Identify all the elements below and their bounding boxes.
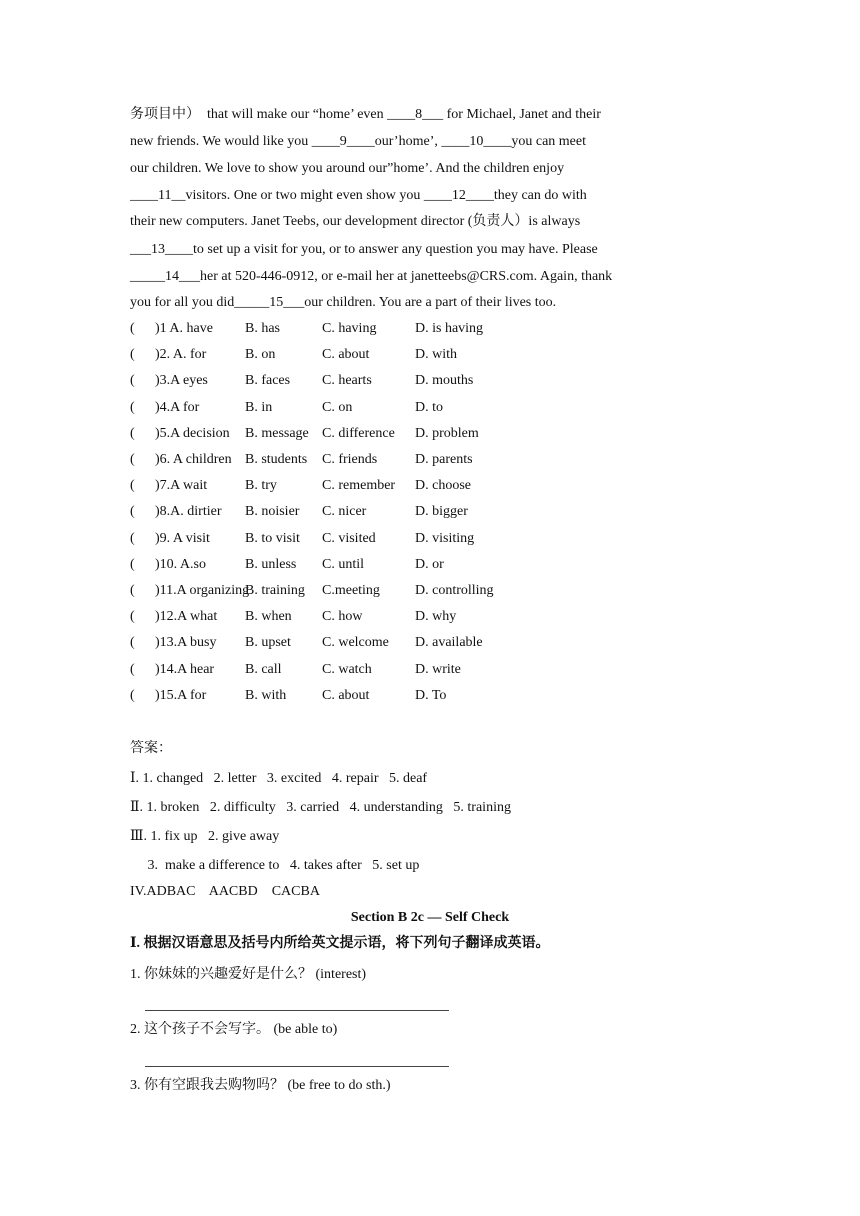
section-instruction: Ⅰ. 根据汉语意思及括号内所给英文提示语，将下列句子翻译成英语。 [130,936,550,951]
answer-bracket[interactable]: ( [130,687,135,703]
passage-line: ___13____to set up a visit for you, or to answer any question you may have. Please [130,242,598,257]
question-row [130,556,830,574]
question-row [130,687,830,705]
answer-bracket[interactable]: ( [130,530,135,546]
option-b: B. faces [245,373,291,389]
translation-item: 2. 这个孩子不会写字。 (be able to) [130,1022,338,1037]
option-b: B. when [245,609,292,625]
answer-bracket[interactable]: ( [130,347,135,363]
option-b: B. try [245,478,277,494]
option-d: D. parents [415,452,473,467]
option-b: B. noisier [245,504,300,520]
option-c: C. about [322,347,370,363]
answer-bracket[interactable]: ( [130,504,135,520]
option-c: C. remember [322,478,396,494]
option-c: C. difference [322,425,395,441]
answers-heading: 答案： [130,741,172,756]
question-row [130,503,830,521]
option-c: C. until [322,556,365,572]
option-d: D. available [415,635,483,651]
option-d: D. controlling [415,583,494,598]
option-a: )12.A what [155,609,218,625]
option-a: )9. A visit [155,530,210,546]
answer-line: Ⅲ. 1. fix up 2. give away [130,829,280,844]
option-b: B. training [245,583,305,598]
option-c: C. on [322,399,353,415]
answer-bracket[interactable]: ( [130,399,135,415]
answer-blank-line[interactable] [145,1010,449,1011]
option-a: )2. A. for [155,347,207,363]
option-d: D. or [415,556,444,572]
option-b: B. in [245,399,273,415]
question-row [130,320,830,338]
question-row [130,661,830,679]
option-a: )8.A. dirtier [155,504,222,520]
answer-blank-line[interactable] [145,1066,449,1067]
answer-bracket[interactable]: ( [130,478,135,494]
option-b: B. has [245,321,280,336]
option-d: D. bigger [415,504,468,520]
question-row [130,530,830,548]
option-a: )1 A. have [155,321,213,336]
option-d: D. write [415,661,461,677]
translation-item: 1. 你妹妹的兴趣爱好是什么？ (interest) [130,967,367,982]
question-row [130,477,830,495]
option-b: B. call [245,661,282,677]
option-c: C. nicer [322,504,367,520]
option-a: )7.A wait [155,478,208,494]
answer-bracket[interactable]: ( [130,321,135,336]
option-d: D. to [415,399,443,415]
answer-line: Ⅱ. 1. broken 2. difficulty 3. carried 4. understanding 5. training [130,800,511,815]
option-d: D. why [415,609,457,625]
option-d: D. problem [415,425,479,441]
answer-bracket[interactable]: ( [130,583,135,598]
answer-line: IV.ADBAC AACBD CACBA [130,884,320,899]
option-b: B. message [245,425,309,441]
option-a: )15.A for [155,687,207,703]
option-a: )4.A for [155,399,200,415]
passage-line: their new computers. Janet Teebs, our development director (负责人）is always [130,214,581,229]
passage-line: _____14___her at 520-446-0912, or e-mail her at janetteebs@CRS.com. Again, thank [130,269,613,284]
option-b: B. upset [245,635,291,651]
option-d: D. visiting [415,530,475,546]
answer-bracket[interactable]: ( [130,373,135,389]
answer-bracket[interactable]: ( [130,609,135,625]
option-a: )5.A decision [155,425,230,441]
option-a: )14.A hear [155,661,215,677]
option-d: D. with [415,347,457,363]
option-b: B. to visit [245,530,300,546]
translation-item: 3. 你有空跟我去购物吗？ (be free to do sth.) [130,1078,391,1093]
option-c: C. how [322,609,363,625]
question-row [130,451,830,469]
passage-line: 务项目中） that will make our “home’ even ____8___ for Michael, Janet and their [130,107,601,122]
option-c: C. watch [322,661,372,677]
option-c: C. about [322,687,370,703]
option-a: )11.A organizing [155,583,250,598]
question-row [130,372,830,390]
option-c: C. welcome [322,635,389,651]
option-d: D. choose [415,478,471,494]
answer-bracket[interactable]: ( [130,661,135,677]
option-d: D. is having [415,321,484,336]
question-row [130,608,830,626]
answer-line: 3. make a difference to 4. takes after 5. set up [130,858,420,873]
option-c: C. hearts [322,373,372,389]
passage-line: you for all you did_____15___our children. You are a part of their lives too. [130,295,557,310]
question-row [130,425,830,443]
option-a: )13.A busy [155,635,217,651]
option-c: C.meeting [322,583,380,598]
option-a: )6. A children [155,452,232,467]
passage-line: our children. We love to show you around our”home’. And the children enjoy [130,161,565,176]
answer-bracket[interactable]: ( [130,635,135,651]
answer-bracket[interactable]: ( [130,556,135,572]
option-b: B. unless [245,556,297,572]
option-d: D. mouths [415,373,474,389]
option-b: B. students [245,452,308,467]
option-d: D. To [415,687,447,703]
answer-line: Ⅰ. 1. changed 2. letter 3. excited 4. repair 5. deaf [130,771,428,786]
answer-bracket[interactable]: ( [130,425,135,441]
question-row [130,346,830,364]
passage-line: new friends. We would like you ____9____our’home’, ____10____you can meet [130,134,586,149]
question-row [130,399,830,417]
option-a: )10. A.so [155,556,206,572]
option-c: C. friends [322,452,378,467]
option-c: C. visited [322,530,376,546]
option-c: C. having [322,321,377,336]
option-b: B. on [245,347,276,363]
passage-line: ____11__visitors. One or two might even show you ____12____they can do with [130,188,587,203]
question-row [130,634,830,652]
section-title: Section B 2c — Self Check [350,910,510,925]
option-b: B. with [245,687,287,703]
answer-bracket[interactable]: ( [130,452,135,467]
option-a: )3.A eyes [155,373,208,389]
question-row [130,582,830,600]
